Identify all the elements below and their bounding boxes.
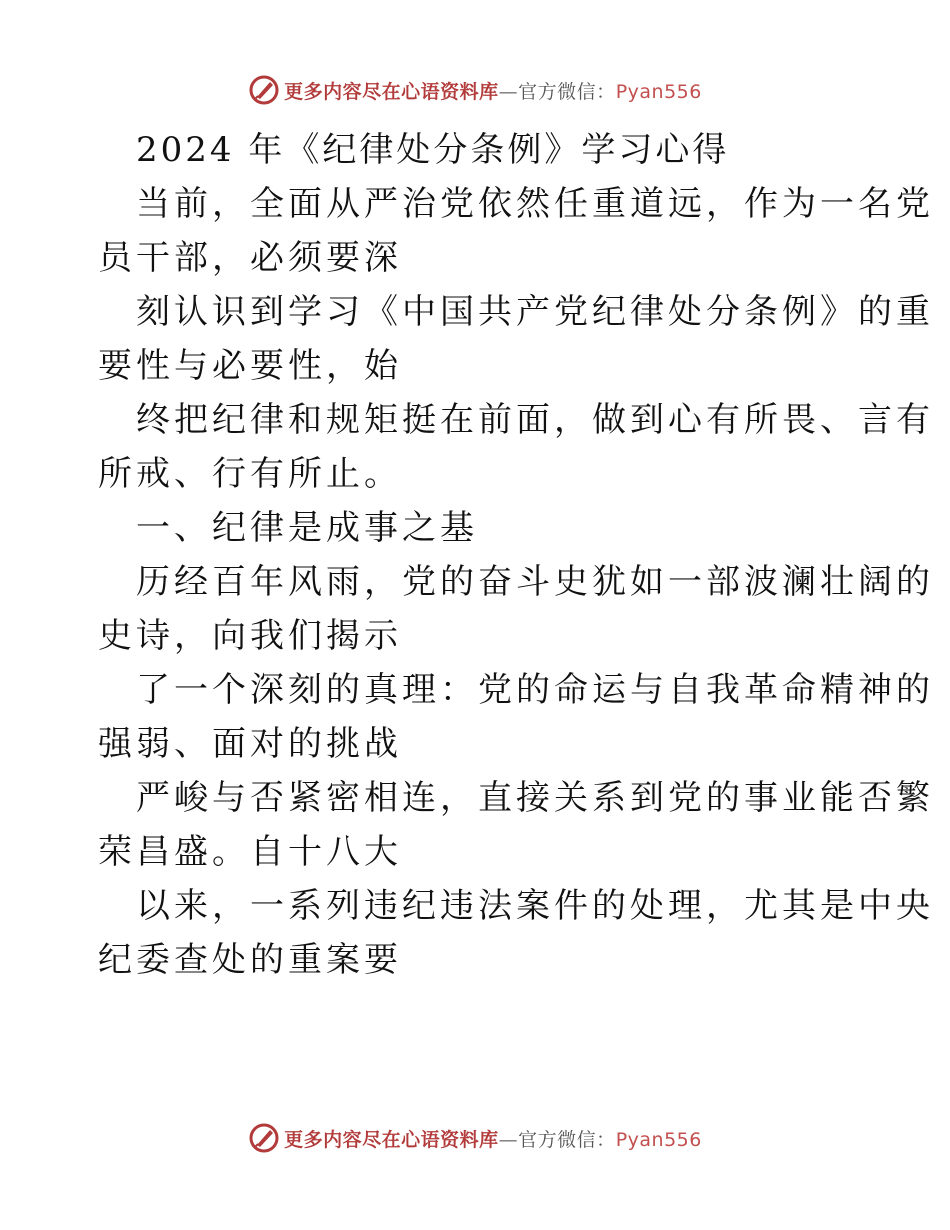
paragraph-line: 当前，全面从严治党依然任重道远，作为一名党 (136, 184, 934, 224)
paragraph-line: 终把纪律和规矩挺在前面，做到心有所畏、言有 (136, 400, 934, 440)
paragraph-line: 了一个深刻的真理：党的命运与自我革命精神的 (136, 670, 934, 710)
paragraph-line: 所戒、行有所止。 (98, 454, 402, 494)
footer-banner-text (284, 1125, 702, 1152)
paragraph-line: 刻认识到学习《中国共产党纪律处分条例》的重 (136, 292, 934, 332)
paragraph-line: 史诗，向我们揭示 (98, 616, 402, 656)
footer-site-text: 更多内容尽在心语资料库 (284, 1128, 499, 1151)
header-wechat-label: 官方微信： (518, 80, 616, 103)
footer-account: Pyan556 (615, 1128, 702, 1151)
quill-circle-logo-icon (248, 1122, 280, 1154)
footer-wechat-label: 官方微信： (518, 1128, 616, 1151)
footer-watermark-banner (0, 1118, 950, 1158)
header-dash: — (498, 80, 519, 103)
header-site-text: 更多内容尽在心语资料库 (284, 80, 499, 103)
paragraph-line: 员干部，必须要深 (98, 238, 402, 278)
paragraph-line: 历经百年风雨，党的奋斗史犹如一部波澜壮阔的 (136, 562, 934, 602)
paragraph-line: 强弱、面对的挑战 (98, 724, 402, 764)
quill-circle-logo-icon (248, 74, 280, 106)
paragraph-line: 要性与必要性，始 (98, 346, 402, 386)
paragraph-line: 纪委查处的重案要 (98, 940, 402, 980)
header-watermark-banner (0, 70, 950, 110)
header-banner-text (284, 77, 702, 104)
document-title: 2024 年《纪律处分条例》学习心得 (136, 130, 730, 170)
paragraph-line: 以来，一系列违纪违法案件的处理，尤其是中央 (136, 886, 934, 926)
footer-dash: — (498, 1128, 519, 1151)
document-body (98, 120, 934, 984)
paragraph-line: 荣昌盛。自十八大 (98, 832, 402, 872)
section-heading: 一、纪律是成事之基 (136, 508, 478, 548)
paragraph-line: 严峻与否紧密相连，直接关系到党的事业能否繁 (136, 778, 934, 818)
header-account: Pyan556 (615, 80, 702, 103)
